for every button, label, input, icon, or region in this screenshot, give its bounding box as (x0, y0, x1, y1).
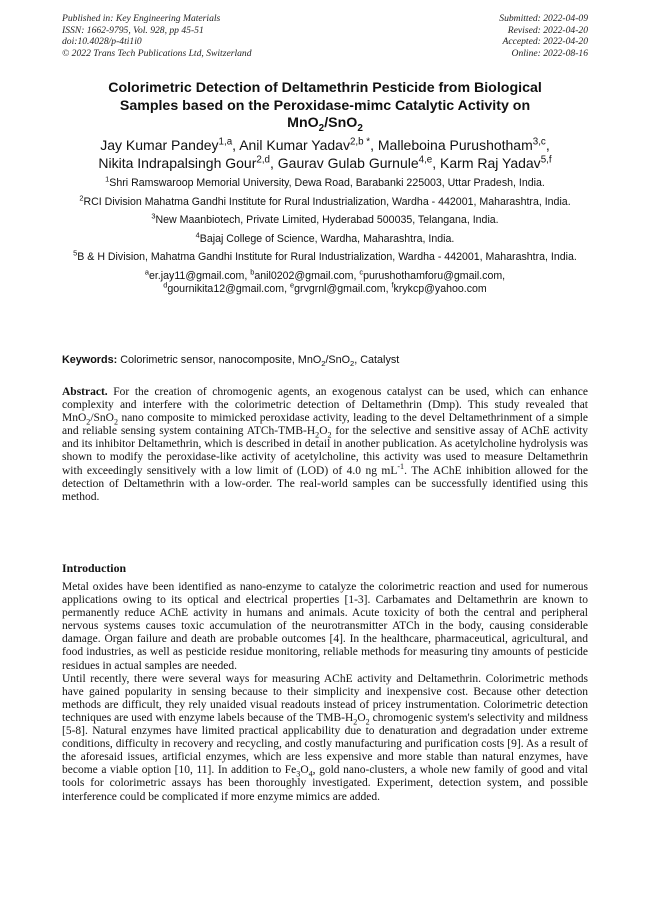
affiliation-1: $^1$Shri Ramswaroop Memorial University, Dewa Road, Barabanki 225003, Uttar Pradesh, India. (105, 174, 545, 189)
email-link[interactable]: anil0202@gmail.com, (254, 269, 357, 282)
email-link[interactable]: krykcp@yahoo.com (393, 282, 487, 295)
issn-line: ISSN: 1662-9795, Vol. 928, pp 45-51 (62, 24, 204, 36)
section-heading-introduction: Introduction (62, 561, 127, 575)
online-date: Online: 2022-08-16 (511, 47, 588, 59)
title-line-1: Colorimetric Detection of Deltamethrin Pesticide from Biological (108, 80, 542, 96)
affiliation-4: $^4$Bajaj College of Science, Wardha, Maharashtra, India. (195, 229, 455, 245)
author-line-1: Jay Kumar Pandey$^{1,a}$, Anil Kumar Yadav$^{2,b *}$, Malleboina Purushotham$^{3,c}$, (100, 136, 550, 153)
author-line-2: Nikita Indrapalsingh Gour$^{2,d}$, Gaurav Gulab Gurnule$^{4,e}$, Karm Raj Yadav$^{5,f}$ (98, 154, 552, 171)
email-link[interactable]: er.jay11@gmail.com, (149, 269, 248, 282)
email-link[interactable]: grvgrnl@gmail.com, (294, 282, 389, 295)
keywords: Keywords: Colorimetric sensor, nanocomposite, MnO$_2$/SnO$_2$, Catalyst (62, 354, 400, 369)
author-list (62, 136, 588, 172)
email-link[interactable]: gournikita12@gmail.com, (167, 282, 288, 295)
title-line-3: MnO$_2$/SnO$_2$ (287, 115, 363, 134)
email-link[interactable]: purushothamforu@gmail.com, (363, 269, 506, 282)
author-name: Gaurav Gulab Gurnule (277, 155, 419, 171)
affiliation-3: $^3$New Maanbiotech, Private Limited, Hyderabad 500035, Telangana, India. (151, 211, 499, 226)
author-name: Malleboina Purushotham (377, 137, 533, 153)
intro-paragraph-1: Metal oxides have been identified as nano-enzyme to catalyze the colorimetric reaction and used for numerous applications owing to its optical and electrical properties [1-3]. Carbamates and Deltamethrin are known to permanently reduce AChE activity in humans and animals. Acute toxicity of both the central and peripheral nervous systems causes toxic accumulation of the neurotransmitter ATCh in the body, causing considerable damage. Organ failure and death are probable outcomes [4]. In the healthcare, pharmaceutical, agricultural, and food industries, as well as pesticide residue monitoring, reliable methods for measuring tiny amounts of pesticide residues in actual samples are needed. (62, 581, 588, 672)
author-emails: $^a$er.jay11@gmail.com, $^b$anil0202@gmail.com, $^c$purushothamforu@gmail.com, $^d$gournikita12@gmail.com, $^e$grvgrnl@gmail.com, $^f$krykcp@yahoo.com (144, 266, 506, 295)
revised-date: Revised: 2022-04-20 (507, 24, 588, 36)
copyright-line: © 2022 Trans Tech Publications Ltd, Switzerland (62, 47, 252, 59)
introduction-body (62, 581, 588, 804)
affiliation-2: $^2$RCI Division Mahatma Gandhi Institute for Rural Industrialization, Wardha - 442001, Maharashtra, India. (79, 192, 571, 208)
journal-line: Published in: Key Engineering Materials (62, 13, 221, 24)
affiliation-5: $^5$B & H Division, Mahatma Gandhi Institute for Rural Industrialization, Wardha - 442001, Maharashtra, India. (73, 248, 577, 263)
abstract-label: Abstract. (62, 386, 108, 398)
accepted-date: Accepted: 2022-04-20 (502, 36, 588, 47)
abstract: Abstract. For the creation of chromogenic agents, an exogenous catalyst can be used, which can enhance complexity and interfere with the colorimetric detection of Deltamethrin (Dmp). This study revealed that MnO$_2$/SnO$_2$ nano composite to mimicked peroxidase activity, leading to the devel Deltamethrinment of a simple and reliable sensing system containing ATCh-$TMB-H_2O_2$ for the selective and sensitive assay of AChE activity and its inhibitor Deltamethrin, which is described in detail in another publication. As acetylcholine hydrolysis was shown to modify the peroxidase-like activity of acetylcholine, this activity was used to measure Deltamethrin with exceedingly sensitively with a low limit of (LOD) of 4.0 ng $mL^{-1}$. The AChE inhibition allowed for the detection of Deltamethrin with a low-order. The real-world samples can be successfully identified using this method. (62, 386, 589, 503)
author-name: Anil Kumar Yadav (239, 137, 350, 153)
author-name: Karm Raj Yadav (440, 155, 541, 171)
paper-title (62, 80, 588, 133)
publication-info (62, 13, 252, 59)
author-name: Nikita Indrapalsingh Gour (98, 155, 257, 171)
title-line-2: Samples based on the Peroxidase-mimc Catalytic Activity on (119, 97, 531, 114)
author-name: Jay Kumar Pandey (100, 137, 219, 153)
submission-dates (499, 13, 588, 59)
submitted-date: Submitted: 2022-04-09 (499, 13, 588, 24)
doi-line: doi:10.4028/p-4ti1i0 (62, 36, 142, 47)
keywords-label: Keywords: (62, 354, 118, 366)
intro-paragraph-2: Until recently, there were several ways for measuring AChE activity and Deltamethrin. Colorimetric methods have gained popularity in sensing because to their simplicity and inexpensive cost. Because other detection methods are difficult, they rely unaided visual readouts instead of pricey instrumentation. Colorimetric detection techniques are used with enzyme labels because of the TMB-$H_2O_2$ chromogenic system's selectivity and mildness [5-8]. Natural enzymes have limited practical applicability due to denaturation and degradation under extreme conditions, difficulty in recovery and recycling, and costly manufacturing and purification costs [9]. As a result of the aforesaid issues, artificial enzymes, which are less expensive and more stable than natural enzymes, have become a viable option [10, 11]. In addition to $Fe_3O_4$, gold nano-clusters, a whole new family of good and vital tools for colorimetric assays has been thoroughly investigated. Experiment, detection system, and possible interference could be complicated if more enzyme mimics are added. (62, 672, 588, 803)
affiliations (70, 174, 580, 296)
